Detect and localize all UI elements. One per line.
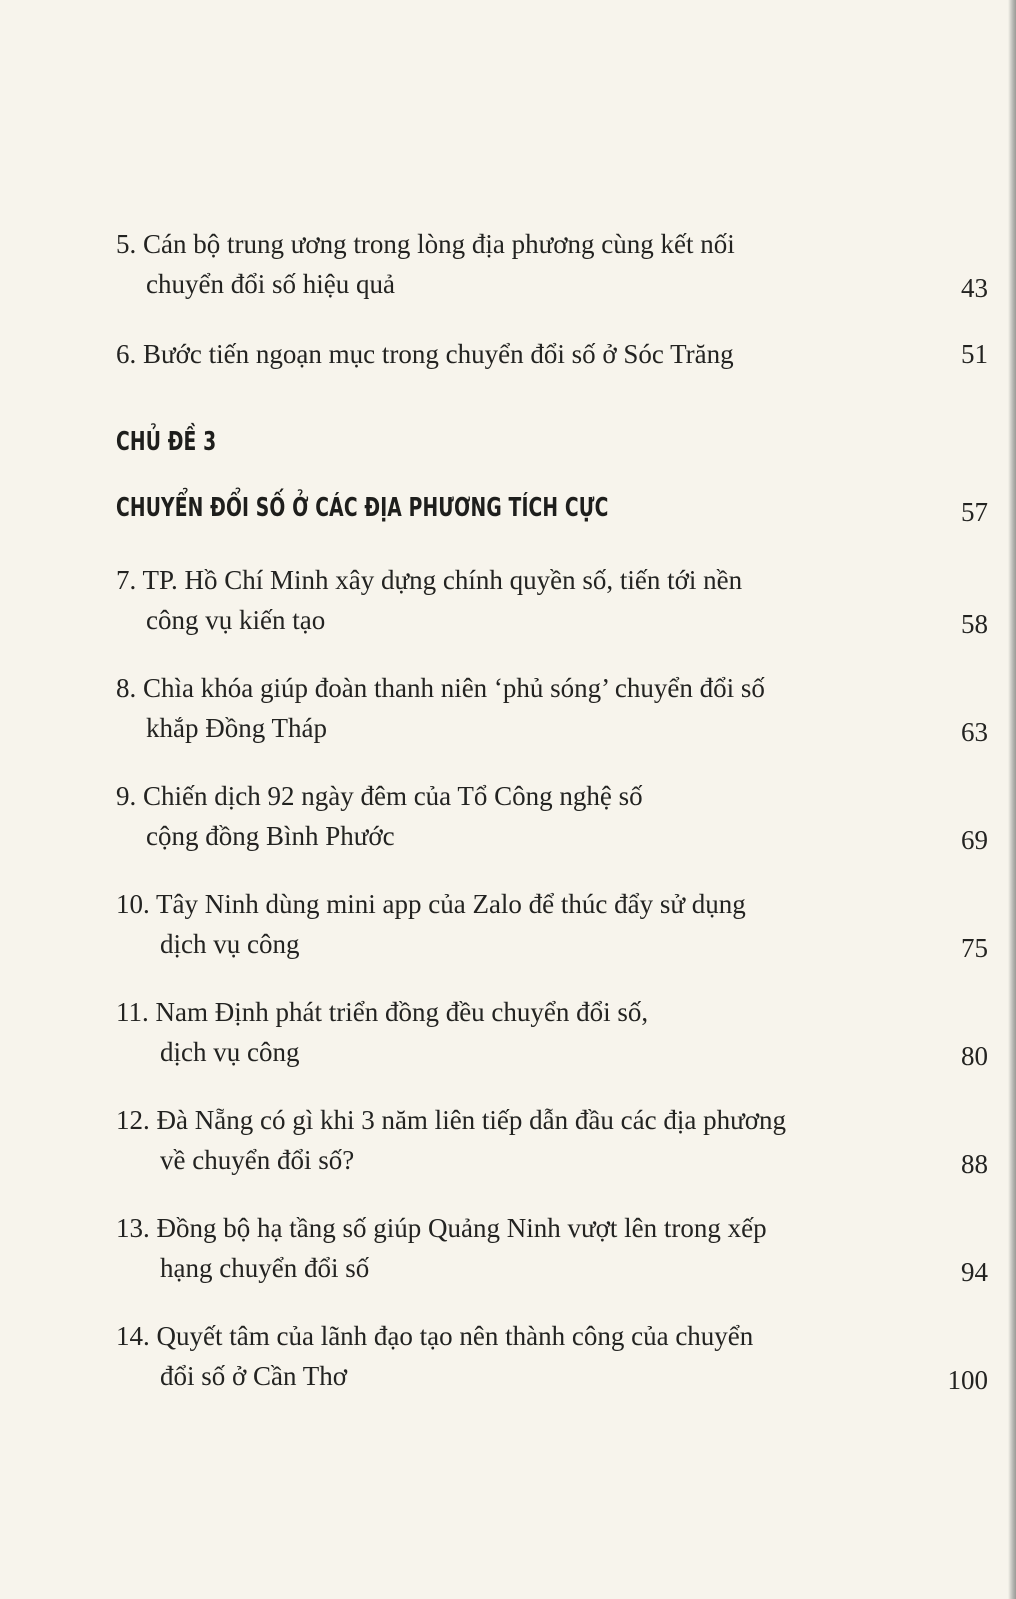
toc-entry-title: 7. TP. Hồ Chí Minh xây dựng chính quyền số, tiến tới nền — [116, 565, 743, 595]
toc-entry-title: 11. Nam Định phát triển đồng đều chuyển đổi số, — [116, 997, 649, 1027]
toc-entry-title: 5. Cán bộ trung ương trong lòng địa phương cùng kết nối — [116, 229, 735, 259]
section-label: CHỦ ĐỀ 3 — [116, 427, 217, 457]
page-edge — [1008, 0, 1016, 1599]
section-page-number: 57 — [961, 497, 988, 527]
toc-entry-title: 10. Tây Ninh dùng mini app của Zalo để thúc đẩy sử dụng — [116, 889, 746, 919]
toc-page-number: 100 — [947, 1365, 988, 1395]
toc-page-number: 51 — [961, 339, 988, 369]
toc-entry-title: 13. Đồng bộ hạ tầng số giúp Quảng Ninh vượt lên trong xếp — [116, 1213, 767, 1243]
toc-page-number: 80 — [961, 1041, 988, 1071]
toc-entry-title-cont: đổi số ở Cần Thơ — [160, 1361, 348, 1391]
toc-page-number: 58 — [961, 609, 988, 639]
toc-entry-title: 8. Chìa khóa giúp đoàn thanh niên ‘phủ sóng’ chuyển đổi số — [116, 673, 765, 703]
toc-entry-title-cont: khắp Đồng Tháp — [146, 713, 327, 743]
toc-entry-title-cont: cộng đồng Bình Phước — [146, 821, 395, 851]
toc-page-number: 69 — [961, 825, 988, 855]
toc-entry-title-cont: chuyển đổi số hiệu quả — [146, 269, 395, 299]
toc-entry-title-cont: dịch vụ công — [160, 1037, 300, 1067]
toc-entry-title-cont: dịch vụ công — [160, 929, 300, 959]
toc-entry-title-cont: công vụ kiến tạo — [146, 605, 326, 635]
toc-entry-title: 9. Chiến dịch 92 ngày đêm của Tổ Công nghệ số — [116, 781, 643, 811]
toc-entry-title-cont: hạng chuyển đổi số — [160, 1253, 370, 1283]
toc-page-number: 43 — [961, 273, 988, 303]
toc-entry-title: 12. Đà Nẵng có gì khi 3 năm liên tiếp dẫn đầu các địa phương — [116, 1105, 786, 1135]
toc-entry-title: 6. Bước tiến ngoạn mục trong chuyển đổi số ở Sóc Trăng — [116, 339, 734, 369]
toc-page-number: 75 — [961, 933, 988, 963]
toc-entry-title-cont: về chuyển đổi số? — [160, 1145, 355, 1175]
toc-entry-title: 14. Quyết tâm của lãnh đạo tạo nên thành công của chuyển — [116, 1321, 754, 1351]
toc-page-number: 94 — [961, 1257, 988, 1287]
section-title[interactable]: CHUYỂN ĐỔI SỐ Ở CÁC ĐỊA PHƯƠNG TÍCH CỰC — [116, 493, 609, 523]
toc-page-number: 88 — [961, 1149, 988, 1179]
toc-page-number: 63 — [961, 717, 988, 747]
